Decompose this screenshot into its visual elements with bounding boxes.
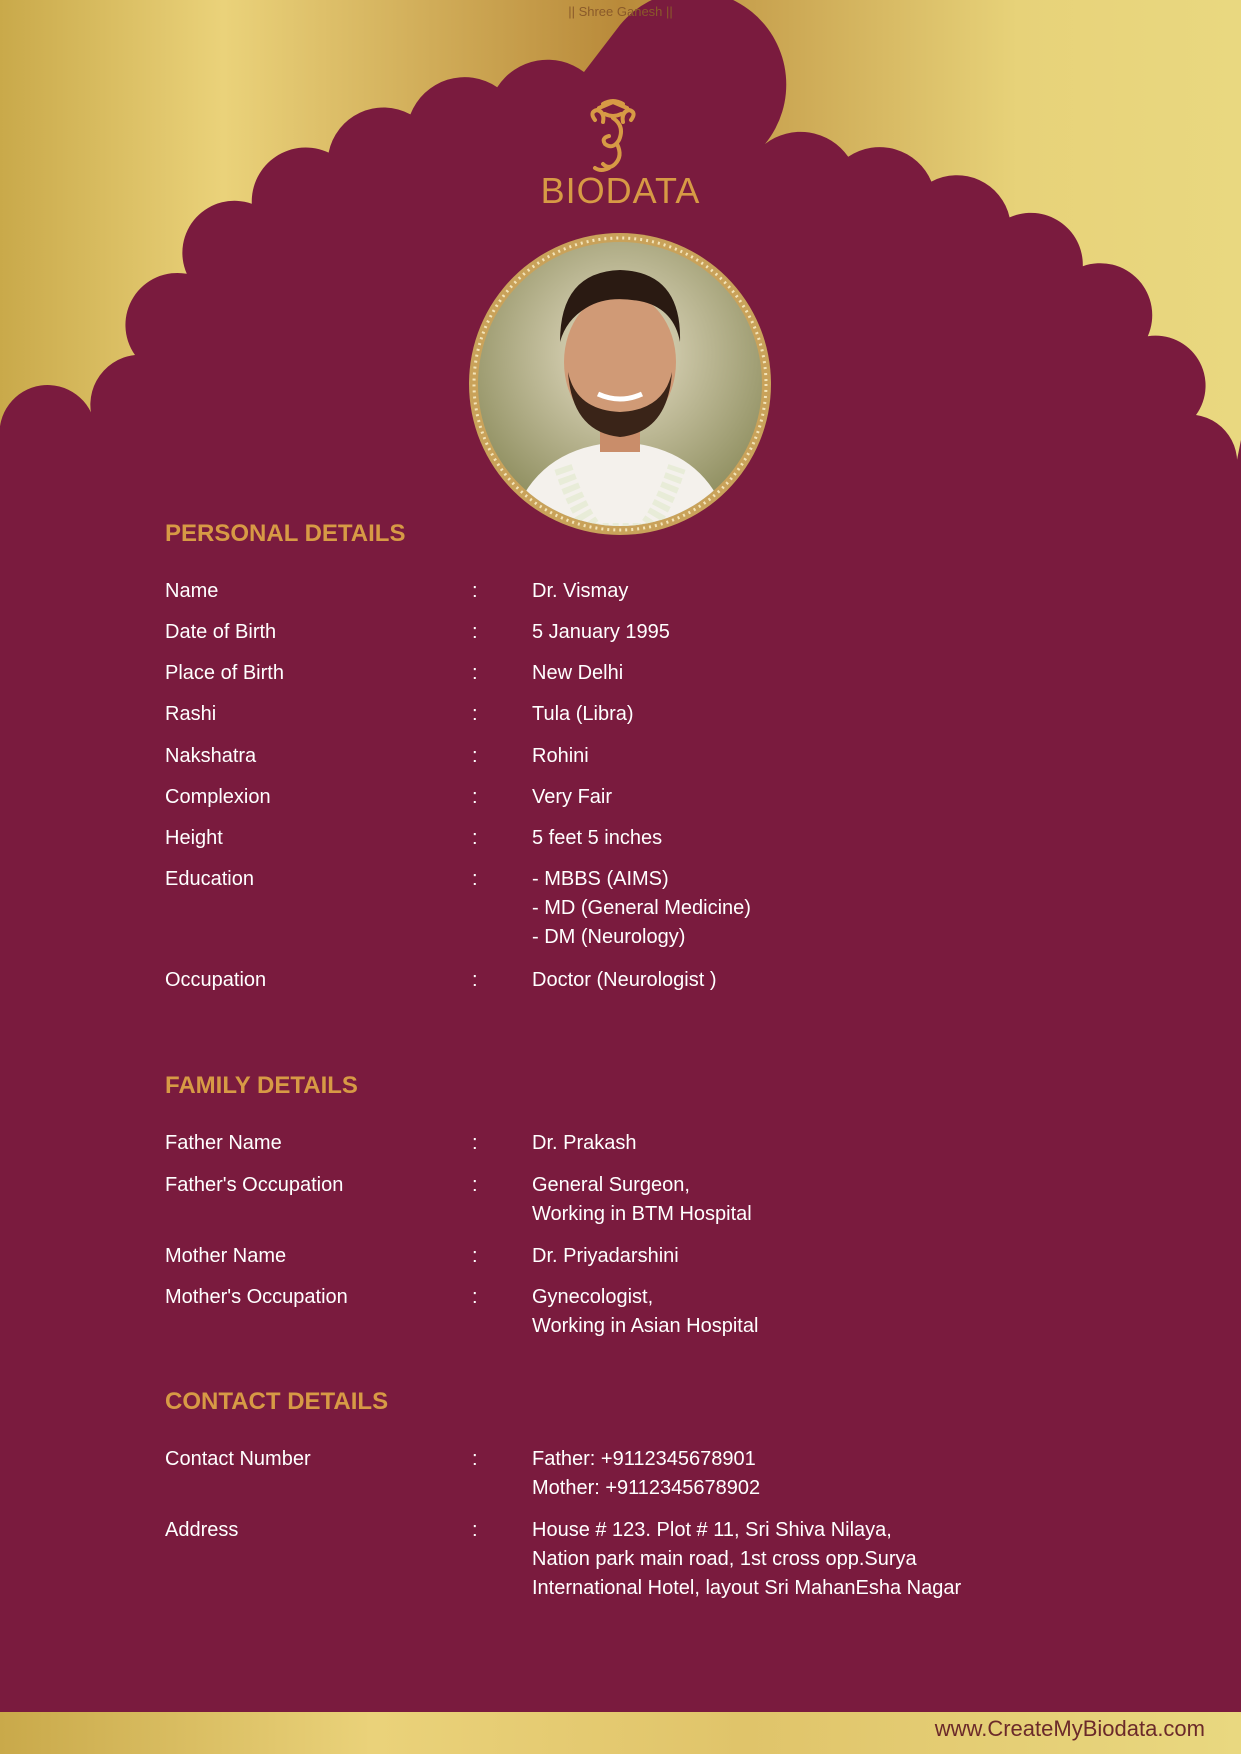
value-line: Mother: +9112345678902	[532, 1477, 761, 1499]
field-label: Height	[165, 827, 223, 849]
field-value	[532, 1516, 961, 1603]
ganesha-icon	[585, 98, 641, 174]
field-label: Place of Birth	[165, 662, 284, 684]
field-value	[532, 1242, 679, 1271]
field-label: Name	[165, 580, 219, 602]
field-separator: :	[472, 786, 478, 808]
profile-photo	[468, 232, 772, 536]
value-line: Tula (Libra)	[532, 703, 634, 725]
field-label: Complexion	[165, 786, 271, 808]
field-label: Rashi	[165, 703, 217, 725]
field-label: Mother Name	[165, 1245, 287, 1267]
value-line: - DM (Neurology)	[532, 926, 686, 948]
field-separator: :	[472, 827, 478, 849]
value-line: - MD (General Medicine)	[532, 897, 751, 919]
field-value	[532, 700, 634, 729]
field-separator: :	[472, 745, 478, 767]
value-line: - MBBS (AIMS)	[532, 868, 669, 890]
field-separator: :	[472, 969, 478, 991]
value-line: Doctor (Neurologist )	[532, 969, 717, 991]
value-line: Dr. Vismay	[532, 580, 629, 602]
field-label: Address	[165, 1519, 239, 1541]
field-value	[532, 1171, 752, 1229]
field-separator: :	[472, 703, 478, 725]
value-line: General Surgeon,	[532, 1174, 690, 1196]
field-value	[532, 742, 589, 771]
field-label: Nakshatra	[165, 745, 257, 767]
value-line: Gynecologist,	[532, 1286, 654, 1308]
field-separator: :	[472, 662, 478, 684]
field-separator: :	[472, 1174, 478, 1196]
field-separator: :	[472, 580, 478, 602]
value-line: Dr. Priyadarshini	[532, 1245, 679, 1267]
field-value	[532, 966, 717, 995]
field-label: Education	[165, 868, 254, 890]
field-separator: :	[472, 1132, 478, 1154]
field-separator: :	[472, 621, 478, 643]
value-line: Working in BTM Hospital	[532, 1203, 752, 1225]
field-value	[532, 659, 623, 688]
field-separator: :	[472, 1286, 478, 1308]
field-label: Mother's Occupation	[165, 1286, 348, 1308]
contact-section-title: CONTACT DETAILS	[165, 1388, 389, 1415]
value-line: Father: +9112345678901	[532, 1448, 756, 1470]
field-value	[532, 1283, 758, 1341]
value-line: 5 January 1995	[532, 621, 670, 643]
value-line: New Delhi	[532, 662, 624, 684]
value-line: 5 feet 5 inches	[532, 827, 663, 849]
family-section-title: FAMILY DETAILS	[165, 1072, 358, 1099]
personal-section-title: PERSONAL DETAILS	[165, 520, 406, 547]
value-line: Rohini	[532, 745, 589, 767]
value-line: Dr. Prakash	[532, 1132, 637, 1154]
field-label: Contact Number	[165, 1448, 311, 1470]
field-value	[532, 618, 670, 647]
field-value	[532, 1445, 760, 1503]
field-value	[532, 577, 628, 606]
value-line: International Hotel, layout Sri MahanEsha Nagar	[532, 1577, 962, 1599]
field-separator: :	[472, 868, 478, 890]
field-label: Father's Occupation	[165, 1174, 344, 1196]
field-label: Father Name	[165, 1132, 282, 1154]
value-line: House # 123. Plot # 11, Sri Shiva Nilaya,	[532, 1519, 892, 1541]
field-value	[532, 865, 751, 952]
value-line: Very Fair	[532, 786, 613, 808]
field-separator: :	[472, 1245, 478, 1267]
field-value	[532, 824, 662, 853]
value-line: Working in Asian Hospital	[532, 1315, 759, 1337]
invocation-text: || Shree Ganesh ||	[568, 4, 673, 19]
field-label: Date of Birth	[165, 621, 277, 643]
field-value	[532, 1129, 636, 1158]
value-line: Nation park main road, 1st cross opp.Surya	[532, 1548, 917, 1570]
field-separator: :	[472, 1448, 478, 1470]
website-link[interactable]: www.CreateMyBiodata.com	[934, 1716, 1205, 1741]
page-title: BIODATA	[540, 170, 701, 211]
field-value	[532, 783, 612, 812]
field-separator: :	[472, 1519, 478, 1541]
field-label: Occupation	[165, 969, 267, 991]
